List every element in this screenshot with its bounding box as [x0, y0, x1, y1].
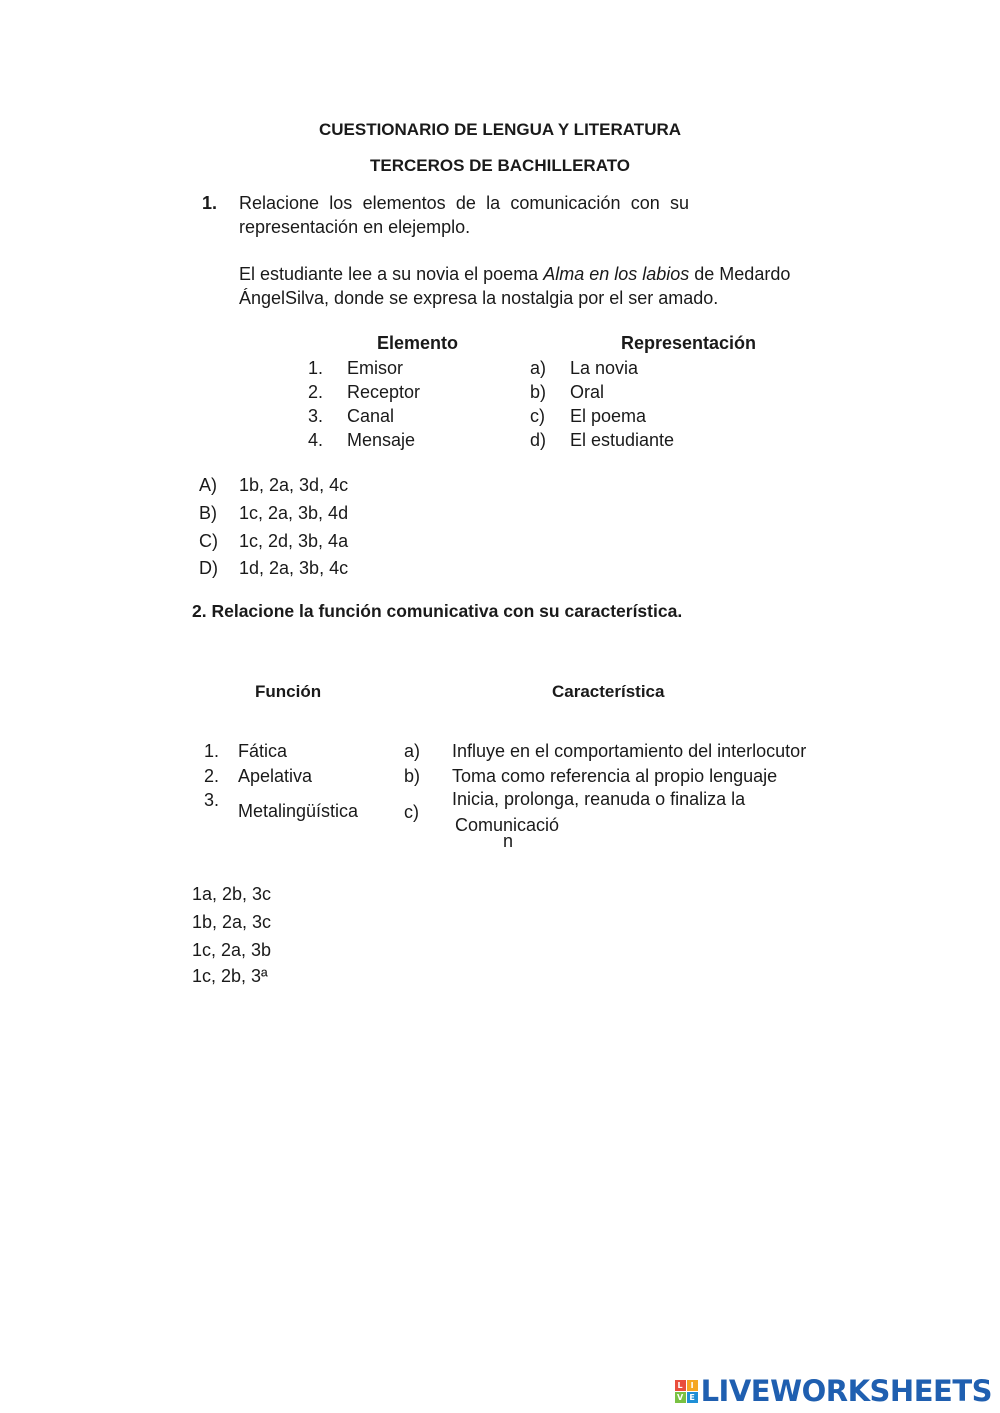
answer-option-d-text[interactable]: 1d, 2a, 3b, 4c	[239, 558, 349, 578]
option-letter: A)	[199, 475, 217, 495]
elemento-item-label: Mensaje	[347, 430, 416, 450]
representacion-letter: d)	[530, 430, 547, 450]
page-subtitle: TERCEROS DE BACHILLERATO	[369, 156, 631, 175]
example-text-post: de Medardo	[689, 264, 791, 284]
logo-letter: L	[675, 1380, 686, 1391]
option-letter: C)	[199, 531, 218, 551]
answer-option[interactable]: 1c, 2b, 3ª	[192, 966, 268, 986]
item-number: 3.	[308, 406, 324, 426]
elemento-item-label: Canal	[347, 406, 395, 426]
logo-letter: E	[687, 1392, 698, 1403]
option-letter: D)	[199, 558, 218, 578]
question-2-prompt: 2. Relacione la función comunicativa con su característica.	[192, 601, 683, 621]
question-1-prompt-line2: representación en elejemplo.	[239, 217, 471, 237]
representacion-letter: b)	[530, 382, 547, 402]
funcion-number: 3.	[204, 790, 220, 810]
elemento-item	[308, 382, 323, 403]
option-letter: B)	[199, 503, 217, 523]
representacion-header: Representación	[621, 333, 757, 353]
example-line2: ÁngelSilva, donde se expresa la nostalgia por el ser amado.	[239, 288, 719, 308]
question-1-number: 1.	[202, 193, 218, 213]
item-number: 2.	[308, 382, 324, 402]
logo-icon	[675, 1380, 698, 1403]
funcion-header: Función	[255, 682, 322, 701]
logo-letter: V	[675, 1392, 686, 1403]
caracteristica-item-cont: n	[503, 831, 514, 851]
answer-option[interactable]: 1c, 2a, 3b	[192, 940, 272, 960]
answer-option-c[interactable]	[199, 531, 218, 552]
answer-option-b-text[interactable]: 1c, 2a, 3b, 4d	[239, 503, 349, 523]
caracteristica-letter: c)	[404, 802, 419, 822]
answer-option[interactable]: 1b, 2a, 3c	[192, 912, 272, 932]
caracteristica-header: Característica	[552, 682, 665, 701]
logo-text: LIVEWORKSHEETS	[700, 1374, 992, 1408]
elemento-item-label: Emisor	[347, 358, 404, 378]
elemento-item	[308, 358, 323, 379]
poem-title: Alma en los labios	[543, 264, 690, 284]
funcion-item: Apelativa	[238, 766, 313, 786]
caracteristica-item: Toma como referencia al propio lenguaje	[452, 766, 778, 786]
answer-option-b[interactable]	[199, 503, 217, 524]
answer-option-a-text[interactable]: 1b, 2a, 3d, 4c	[239, 475, 349, 495]
page-title: CUESTIONARIO DE LENGUA Y LITERATURA	[318, 120, 682, 139]
representacion-letter: c)	[530, 406, 545, 426]
answer-option-a[interactable]	[199, 475, 217, 496]
answer-option[interactable]: 1a, 2b, 3c	[192, 884, 272, 904]
representacion-item: El poema	[570, 406, 647, 426]
caracteristica-letter: b)	[404, 766, 421, 786]
question-1-prompt-line1: Relacione los elementos de la comunicación con su	[239, 193, 689, 213]
representacion-item: El estudiante	[570, 430, 675, 450]
liveworksheets-logo[interactable]	[675, 1374, 992, 1408]
funcion-item: Metalingüística	[238, 801, 359, 821]
representacion-item: Oral	[570, 382, 605, 402]
example-text-pre: El estudiante lee a su novia el poema	[239, 264, 544, 284]
funcion-item: Fática	[238, 741, 288, 761]
elemento-item	[308, 406, 323, 427]
answer-option-c-text[interactable]: 1c, 2d, 3b, 4a	[239, 531, 349, 551]
caracteristica-item: Inicia, prolonga, reanuda o finaliza la	[452, 789, 746, 809]
funcion-number: 1.	[204, 741, 220, 761]
elemento-item	[308, 430, 323, 451]
representacion-item: La novia	[570, 358, 639, 378]
answer-option-d[interactable]	[199, 558, 218, 579]
example-line1	[239, 264, 790, 285]
logo-letter: I	[687, 1380, 698, 1391]
item-number: 4.	[308, 430, 324, 450]
elemento-header: Elemento	[377, 333, 459, 353]
funcion-number: 2.	[204, 766, 220, 786]
caracteristica-item-cont: Comunicació	[455, 815, 560, 835]
caracteristica-letter: a)	[404, 741, 421, 761]
representacion-letter: a)	[530, 358, 547, 378]
elemento-item-label: Receptor	[347, 382, 421, 402]
caracteristica-item: Influye en el comportamiento del interlocutor	[452, 741, 807, 761]
item-number: 1.	[308, 358, 324, 378]
